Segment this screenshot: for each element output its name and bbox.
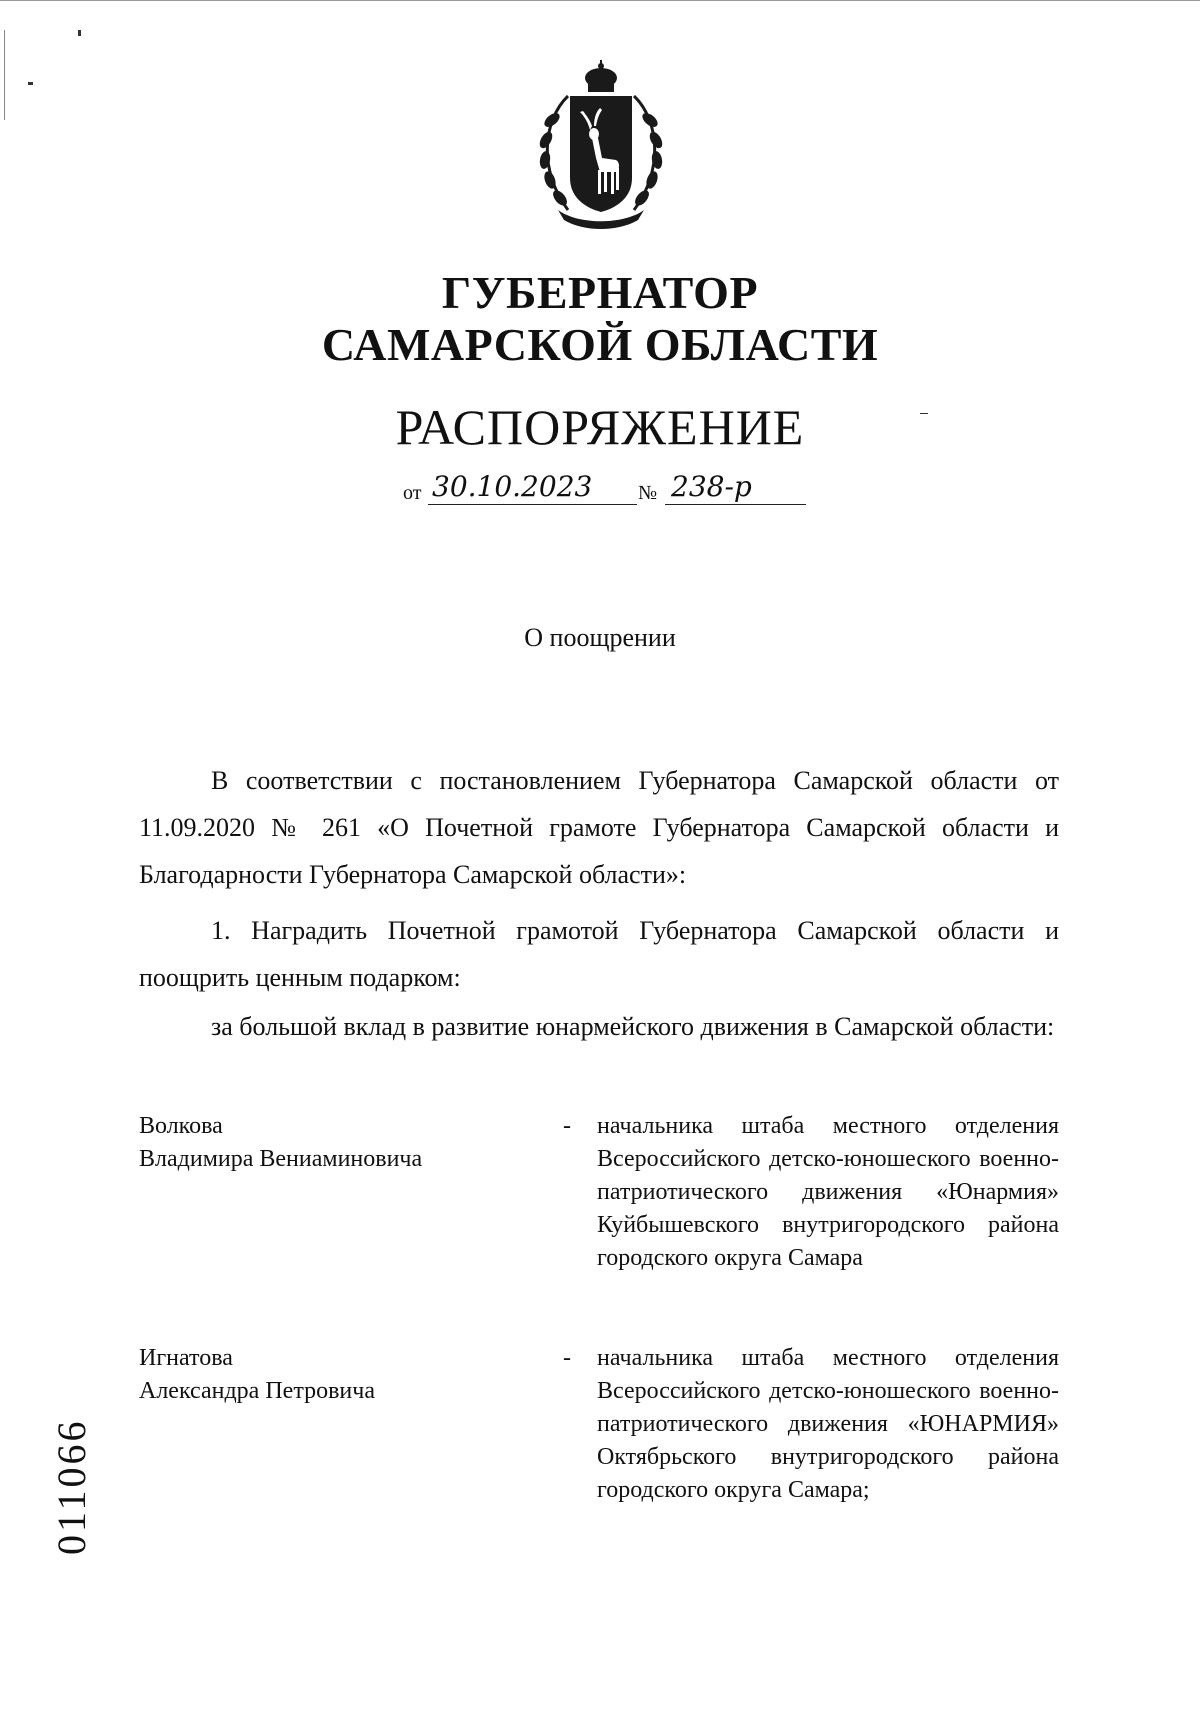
document-type: РАСПОРЯЖЕНИЕ: [395, 399, 805, 455]
form-serial-number: [48, 1295, 94, 1555]
date-number-line: [400, 470, 820, 510]
authority-title-line2: САМАРСКОЙ ОБЛАСТИ: [321, 319, 879, 370]
scan-speck: [0, 0, 1200, 1]
awardee-position: начальника штаба местного отделения Всероссийского детско-юношеского военно-патриотического движения «ЮНАРМИЯ» Октябрьского внутригородского района городского округа Самара;: [597, 1345, 1059, 1503]
scan-speck: [4, 30, 5, 120]
body-paragraph-3-text: за большой вклад в развитие юнармейского движения в Самарской области:: [211, 1012, 1055, 1041]
awardee-position: начальника штаба местного отделения Всероссийского детско-юношеского военно-патриотического движения «Юнармия» Куйбышевского внутригородского района городского округа Самара: [597, 1113, 1059, 1271]
entry-dash: -: [563, 1345, 571, 1371]
scan-speck: [28, 82, 33, 85]
scan-speck: [78, 30, 81, 36]
authority-title-line1: ГУБЕРНАТОР: [441, 267, 759, 318]
awardee-name: [139, 1110, 539, 1176]
scan-speck: [920, 413, 928, 414]
awardee-surname: Волкова: [139, 1113, 223, 1139]
body-paragraph-1: [139, 757, 1059, 898]
number-sign: №: [638, 482, 658, 504]
body-paragraph-1-text: В соответствии с постановлением Губернатора Самарской области от 11.09.2020 № 261 «О Почетной грамоте Губернатора Самарской области и Благодарности Губернатора Самарской области»:: [139, 766, 1059, 889]
handwritten-number: 238-р: [665, 470, 806, 505]
awardee-given-names: Александра Петровича: [139, 1378, 375, 1404]
body-paragraph-3: [139, 1003, 1059, 1050]
form-serial-number-text: 011066: [49, 1418, 94, 1555]
handwritten-date: 30.10.2023: [428, 470, 637, 505]
body-paragraph-2: [139, 907, 1059, 1001]
body-paragraph-2-text: 1. Наградить Почетной грамотой Губернатора Самарской области и поощрить ценным подарком:: [139, 916, 1059, 992]
document-subject: О поощрении: [524, 623, 676, 652]
date-prefix: от: [403, 482, 422, 504]
entry-dash: -: [563, 1113, 571, 1139]
awardee-name: [139, 1342, 539, 1408]
awardee-given-names: Владимира Вениаминовича: [139, 1146, 423, 1172]
coat-of-arms-emblem: [528, 60, 674, 232]
awardee-surname: Игнатова: [139, 1345, 233, 1371]
